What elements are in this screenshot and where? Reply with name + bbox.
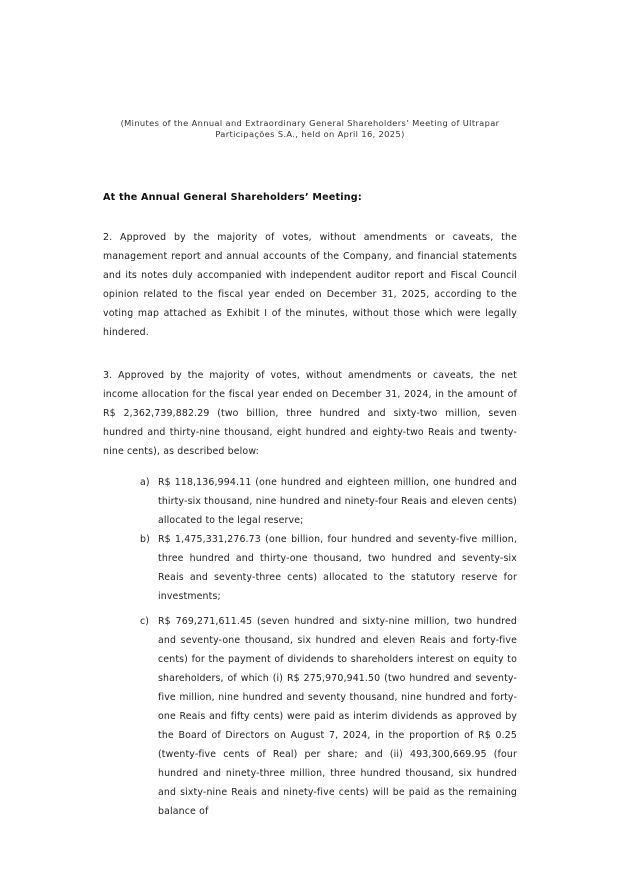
section-title: At the Annual General Shareholders’ Meeting: xyxy=(103,192,362,203)
list-marker: b) xyxy=(140,534,150,545)
list-marker: a) xyxy=(140,477,150,488)
list-item-text: R$ 118,136,994.11 (one hundred and eighteen million, one hundred and thirty-six thousand, nine hundred and ninety-four Reais and eleven cents) allocated to the legal reserve; xyxy=(158,477,517,526)
list-item-text: R$ 1,475,331,276.73 (one billion, four hundred and seventy-five million, three hundred and thirty-one thousand, two hundred and seventy-six Reais and seventy-three cents) allocated to the statutory reserve for investments; xyxy=(158,534,517,602)
paragraph-item-3: 3. Approved by the majority of votes, without amendments or caveats, the net income allocation for the fiscal year ended on December 31, 2024, in the amount of R$ 2,362,739,882.29 (two billion, three hundred and sixty-two million, seven hundred and thirty-nine thousand, eight hundred and eighty-two Reais and twenty-nine cents), as described below: xyxy=(103,370,517,457)
paragraph-item-2: 2. Approved by the majority of votes, without amendments or caveats, the management report and annual accounts of the Company, and financial statements and its notes duly accompanied with independent auditor report and Fiscal Council opinion related to the fiscal year ended on December 31, 2025, according to the voting map attached as Exhibit I of the minutes, without those which were legally hindered. xyxy=(103,232,517,338)
minutes-header-caption: (Minutes of the Annual and Extraordinary General Shareholders’ Meeting of Ultrapar Participações S.A., held on April 16, 2025) xyxy=(120,118,500,139)
list-item-text: R$ 769,271,611.45 (seven hundred and sixty-nine million, two hundred and seventy-one thousand, six hundred and eleven Reais and forty-five cents) for the payment of dividends to shareholders interest on equity to shareholders, of which (i) R$ 275,970,941.50 (two hundred and seventy-five million, nine hundred and seventy thousand, nine hundred and forty-one Reais and fifty cents) were paid as interim dividends as approved by the Board of Directors on August 7, 2024, in the proportion of R$ 0.25 (twenty-five cents of Real) per share; and (ii) 493,300,669.95 (four hundred and ninety-three million, three hundred thousand, six hundred and sixty-nine Reais and ninety-five cents) will be paid as the remaining balance of xyxy=(158,616,517,817)
list-marker: c) xyxy=(140,616,150,627)
